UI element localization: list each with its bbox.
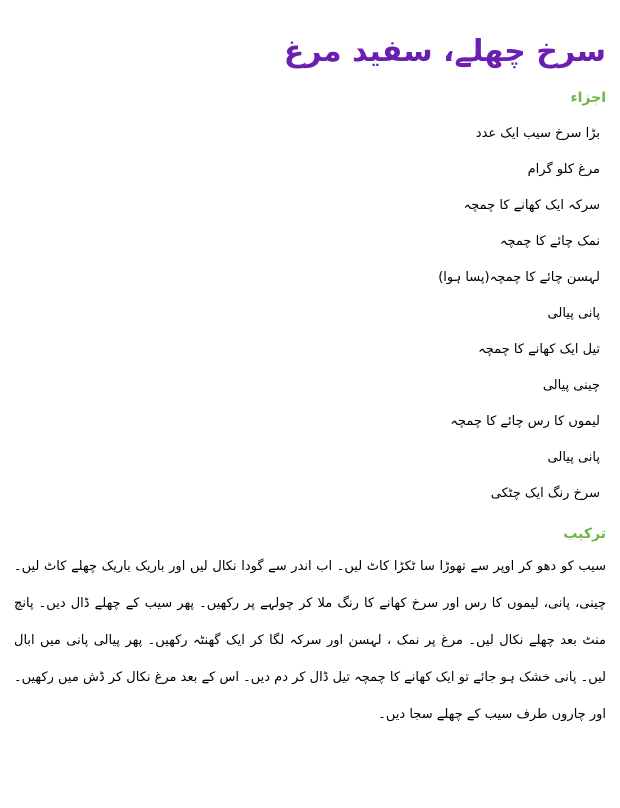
ingredient-item: سرکہ ایک کھانے کا چمچہ	[463, 198, 600, 213]
ingredient-item: سرخ رنگ ایک چٹکی	[490, 486, 600, 501]
ingredient-item: بڑا سرخ سیب ایک عدد	[475, 126, 600, 141]
method-paragraph: سیب کو دھو کر اوپر سے تھوڑا سا ٹکڑا کاٹ لیں۔ اب اندر سے گودا نکال لیں اور باریک باریک چھلے کاٹ لیں۔ چینی، پانی، لیموں کا رس اور سرخ کھانے کا رنگ ملا کر چولہے پر رکھیں۔ پھر سیب کے چھلے ڈال دیں۔ پانچ منٹ بعد چھلے نکال لیں۔ مرغ پر نمک ، لہسن اور سرکہ لگا کر ایک گھنٹہ رکھیں۔ پھر پیالی پانی میں ابال لیں۔ پانی خشک ہو جائے تو ایک کھانے کا چمچہ تیل ڈال کر دم دیں۔ اس کے بعد مرغ نکال کر ڈش میں رکھیں۔ اور چاروں طرف سیب کے چھلے سجا دیں۔	[14, 559, 606, 722]
ingredient-item: نمک چائے کا چمچہ	[499, 234, 600, 249]
ingredient-item: پانی پیالی	[547, 450, 600, 465]
ingredient-item: تیل ایک کھانے کا چمچہ	[478, 342, 600, 357]
ingredient-item: پانی پیالی	[547, 306, 600, 321]
ingredients-list	[14, 116, 606, 512]
ingredient-item: لیموں کا رس چائے کا چمچہ	[450, 414, 600, 429]
ingredient-item: مرغ کلو گرام	[527, 162, 600, 177]
ingredients-heading: اجزاء	[570, 90, 606, 106]
ingredient-item: چینی پیالی	[542, 378, 600, 393]
recipe-title: سرخ چھلے، سفید مرغ	[283, 34, 606, 69]
method-heading: ترکیب	[563, 526, 606, 542]
ingredient-item: لہسن چائے کا چمچہ(پسا ہوا)	[438, 270, 600, 285]
